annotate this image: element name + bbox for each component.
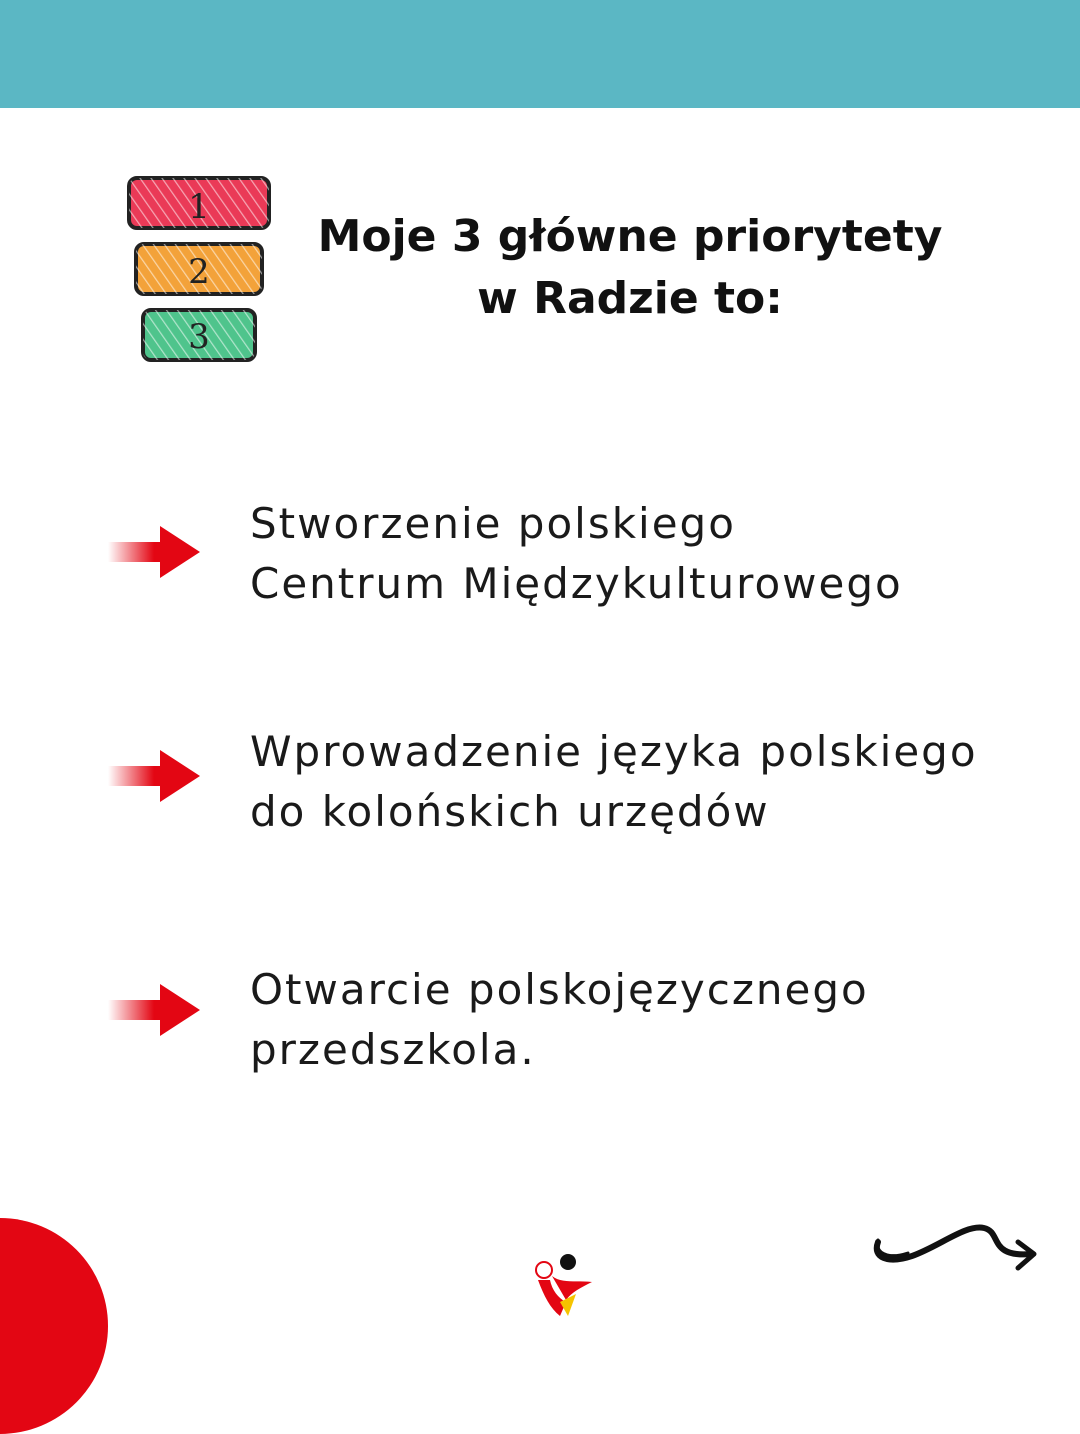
priority-2-line-1: Wprowadzenie języka polskiego — [250, 727, 978, 776]
logo — [530, 1250, 602, 1322]
priority-text-1 — [250, 494, 1040, 614]
priority-item-1 — [0, 494, 1080, 624]
arrow-right-icon — [108, 984, 204, 1036]
badge-1 — [129, 178, 269, 228]
priority-text-3 — [250, 960, 1040, 1080]
arrow-right-icon — [108, 750, 204, 802]
badge-3-number: 3 — [188, 317, 210, 357]
priority-3-line-1: Otwarcie polskojęzycznego — [250, 965, 869, 1014]
swoosh-arrow-icon[interactable] — [868, 1218, 1042, 1282]
priority-1-line-2: Centrum Międzykulturowego — [250, 559, 903, 608]
title-line-2: w Radzie to: — [477, 273, 783, 324]
title-line-1: Moje 3 główne priorytety — [317, 211, 943, 262]
badge-1-number: 1 — [188, 187, 210, 227]
priority-badges — [124, 172, 276, 368]
priority-1-line-1: Stworzenie polskiego — [250, 499, 736, 548]
top-banner — [0, 0, 1080, 108]
priority-text-2 — [250, 722, 1040, 842]
badge-2 — [136, 244, 262, 294]
priority-item-2 — [0, 722, 1080, 852]
page-title — [290, 206, 970, 330]
arrow-right-icon — [108, 526, 204, 578]
badge-2-number: 2 — [188, 252, 210, 292]
priority-2-line-2: do kolońskich urzędów — [250, 787, 770, 836]
ranking-icon — [124, 172, 276, 368]
priority-item-3 — [0, 960, 1080, 1090]
decorative-red-circle — [0, 1218, 108, 1434]
badge-3 — [143, 310, 255, 360]
priority-3-line-2: przedszkola. — [250, 1025, 536, 1074]
